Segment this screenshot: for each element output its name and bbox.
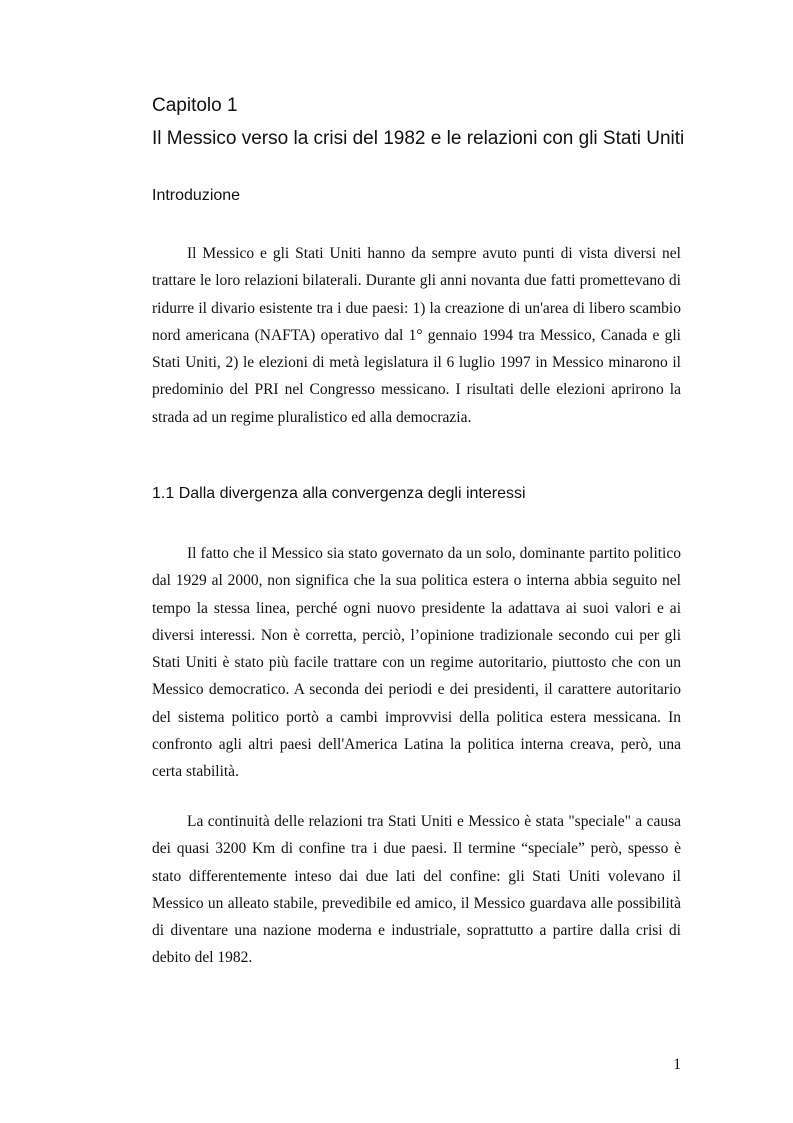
page-number: 1: [673, 1056, 681, 1073]
section-paragraph-1: Il fatto che il Messico sia stato governato da un solo, dominante partito politico dal 1929 al 2000, non significa che la sua politica estera o interna abbia seguito nel tempo la stessa linea, perché ogni nuovo presidente la adattava ai suoi valori e ai diversi interessi. Non è corretta, perciò, l’opinione tradizionale secondo cui per gli Stati Uniti è stato più facile trattare con un regime autoritario, piuttosto che con un Messico democratico. A seconda dei periodi e dei presidenti, il carattere autoritario del sistema politico portò a cambi improvvisi della politica estera messicana. In confronto agli altri paesi dell'America Latina la politica interna creava, però, una certa stabilità.: [152, 545, 681, 781]
chapter-number: Capitolo 1: [152, 95, 238, 116]
section-paragraph-2: La continuità delle relazioni tra Stati Uniti e Messico è stata "speciale" a causa dei quasi 3200 Km di confine tra i due paesi. Il termine “speciale” però, spesso è stato differentemente inteso dai due lati del confine: gli Stati Uniti volevano il Messico un alleato stabile, prevedibile ed amico, il Messico guardava alle possibilità di diventare una nazione moderna e industriale, soprattutto a partire dalla crisi di debito del 1982.: [152, 813, 681, 967]
chapter-title: Il Messico verso la crisi del 1982 e le relazioni con gli Stati Uniti: [152, 128, 685, 149]
intro-heading: Introduzione: [152, 187, 241, 204]
intro-paragraph: Il Messico e gli Stati Uniti hanno da sempre avuto punti di vista diversi nel trattare le loro relazioni bilaterali. Durante gli anni novanta due fatti promettevano di ridurre il divario esistente tra i due paesi: 1) la creazione di un'area di libero scambio nord americana (NAFTA) operativo dal 1° gennaio 1994 tra Messico, Canada e gli Stati Uniti, 2) le elezioni di metà legislatura il 6 luglio 1997 in Messico minarono il predominio del PRI nel Congresso messicano. I risultati delle elezioni aprirono la strada ad un regime pluralistico ed alla democrazia.: [152, 245, 681, 426]
section-heading: 1.1 Dalla divergenza alla convergenza degli interessi: [152, 485, 526, 502]
